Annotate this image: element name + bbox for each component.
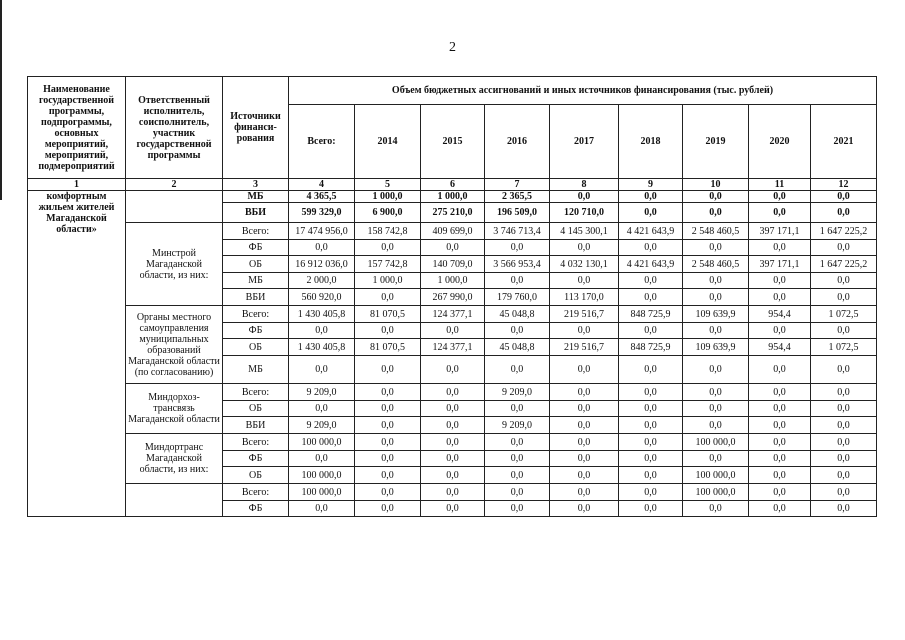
value-cell: 0,0 xyxy=(550,467,619,484)
value-cell: 0,0 xyxy=(485,467,550,484)
value-cell: 0,0 xyxy=(683,501,749,517)
table-row xyxy=(28,223,877,240)
value-cell: 4 365,5 xyxy=(289,191,355,203)
source-cell: Всего: xyxy=(223,384,289,401)
value-cell: 124 377,1 xyxy=(421,306,485,323)
value-cell: 0,0 xyxy=(683,384,749,401)
value-cell: 109 639,9 xyxy=(683,306,749,323)
source-cell: ОБ xyxy=(223,401,289,417)
value-cell: 0,0 xyxy=(550,417,619,434)
value-cell: 0,0 xyxy=(355,323,421,339)
value-cell: 0,0 xyxy=(811,484,877,501)
value-cell: 0,0 xyxy=(289,323,355,339)
value-cell: 0,0 xyxy=(485,273,550,289)
value-cell: 1 647 225,2 xyxy=(811,256,877,273)
value-cell: 1 000,0 xyxy=(355,191,421,203)
value-cell: 81 070,5 xyxy=(355,306,421,323)
table-row xyxy=(28,484,877,501)
header-executor: Ответственный исполнитель, соисполнитель, участник государственной программы xyxy=(126,77,223,179)
col-number: 8 xyxy=(550,179,619,191)
value-cell: 0,0 xyxy=(421,240,485,256)
value-cell: 196 509,0 xyxy=(485,203,550,223)
value-cell: 0,0 xyxy=(619,401,683,417)
value-cell: 1 000,0 xyxy=(421,191,485,203)
source-cell: Всего: xyxy=(223,434,289,451)
source-cell: ФБ xyxy=(223,501,289,517)
value-cell: 0,0 xyxy=(749,401,811,417)
value-cell: 0,0 xyxy=(811,356,877,384)
value-cell: 0,0 xyxy=(289,501,355,517)
value-cell: 157 742,8 xyxy=(355,256,421,273)
value-cell: 0,0 xyxy=(683,356,749,384)
value-cell: 0,0 xyxy=(749,384,811,401)
value-cell: 100 000,0 xyxy=(683,467,749,484)
value-cell: 0,0 xyxy=(485,356,550,384)
value-cell: 1 430 405,8 xyxy=(289,306,355,323)
value-cell: 0,0 xyxy=(289,451,355,467)
value-cell: 17 474 956,0 xyxy=(289,223,355,240)
value-cell: 0,0 xyxy=(683,191,749,203)
header-year: 2016 xyxy=(485,105,550,179)
value-cell: 848 725,9 xyxy=(619,339,683,356)
value-cell: 0,0 xyxy=(355,384,421,401)
value-cell: 0,0 xyxy=(749,451,811,467)
value-cell: 0,0 xyxy=(289,401,355,417)
value-cell: 0,0 xyxy=(749,191,811,203)
value-cell: 140 709,0 xyxy=(421,256,485,273)
value-cell: 4 145 300,1 xyxy=(550,223,619,240)
value-cell: 1 000,0 xyxy=(355,273,421,289)
value-cell: 219 516,7 xyxy=(550,306,619,323)
value-cell: 0,0 xyxy=(619,323,683,339)
value-cell: 120 710,0 xyxy=(550,203,619,223)
source-cell: ОБ xyxy=(223,339,289,356)
executor-cell: Миндортранс Магаданской области, из них: xyxy=(126,434,223,484)
executor-cell xyxy=(126,484,223,517)
value-cell: 81 070,5 xyxy=(355,339,421,356)
col-number: 1 xyxy=(28,179,126,191)
value-cell: 0,0 xyxy=(355,289,421,306)
value-cell: 0,0 xyxy=(749,203,811,223)
value-cell: 0,0 xyxy=(421,401,485,417)
value-cell: 0,0 xyxy=(550,434,619,451)
value-cell: 409 699,0 xyxy=(421,223,485,240)
value-cell: 0,0 xyxy=(811,451,877,467)
value-cell: 0,0 xyxy=(550,384,619,401)
value-cell: 219 516,7 xyxy=(550,339,619,356)
value-cell: 1 430 405,8 xyxy=(289,339,355,356)
value-cell: 6 900,0 xyxy=(355,203,421,223)
value-cell: 0,0 xyxy=(749,467,811,484)
value-cell: 3 746 713,4 xyxy=(485,223,550,240)
value-cell: 0,0 xyxy=(485,323,550,339)
header-year: 2014 xyxy=(355,105,421,179)
value-cell: 2 000,0 xyxy=(289,273,355,289)
value-cell: 0,0 xyxy=(811,240,877,256)
value-cell: 0,0 xyxy=(749,501,811,517)
value-cell: 0,0 xyxy=(619,203,683,223)
value-cell: 0,0 xyxy=(683,401,749,417)
value-cell: 0,0 xyxy=(355,451,421,467)
value-cell: 0,0 xyxy=(355,501,421,517)
value-cell: 0,0 xyxy=(749,289,811,306)
value-cell: 100 000,0 xyxy=(289,484,355,501)
value-cell: 0,0 xyxy=(550,356,619,384)
source-cell: ОБ xyxy=(223,467,289,484)
value-cell: 1 072,5 xyxy=(811,339,877,356)
col-number: 11 xyxy=(749,179,811,191)
source-cell: МБ xyxy=(223,191,289,203)
value-cell: 9 209,0 xyxy=(289,384,355,401)
table-row xyxy=(28,434,877,451)
value-cell: 109 639,9 xyxy=(683,339,749,356)
value-cell: 397 171,1 xyxy=(749,256,811,273)
value-cell: 0,0 xyxy=(289,240,355,256)
value-cell: 0,0 xyxy=(550,451,619,467)
value-cell: 9 209,0 xyxy=(485,384,550,401)
value-cell: 0,0 xyxy=(421,323,485,339)
value-cell: 0,0 xyxy=(619,434,683,451)
value-cell: 0,0 xyxy=(683,273,749,289)
value-cell: 954,4 xyxy=(749,306,811,323)
header-total: Всего: xyxy=(289,105,355,179)
value-cell: 0,0 xyxy=(683,323,749,339)
value-cell: 0,0 xyxy=(289,356,355,384)
header-year: 2020 xyxy=(749,105,811,179)
value-cell: 0,0 xyxy=(619,484,683,501)
value-cell: 100 000,0 xyxy=(683,434,749,451)
value-cell: 0,0 xyxy=(683,289,749,306)
value-cell: 0,0 xyxy=(485,451,550,467)
col-number: 10 xyxy=(683,179,749,191)
header-name: Наименование государственной программы, подпрограммы, основных мероприятий, мероприятий, подмероприятий xyxy=(28,77,126,179)
value-cell: 0,0 xyxy=(485,401,550,417)
executor-cell: Миндорхоз-трансвязь Магаданской области xyxy=(126,384,223,434)
value-cell: 0,0 xyxy=(749,273,811,289)
value-cell: 0,0 xyxy=(619,191,683,203)
header-year: 2018 xyxy=(619,105,683,179)
source-cell: ОБ xyxy=(223,256,289,273)
value-cell: 0,0 xyxy=(749,356,811,384)
source-cell: ВБИ xyxy=(223,417,289,434)
header-source: Источники финанси-рования xyxy=(223,77,289,179)
value-cell: 0,0 xyxy=(355,484,421,501)
value-cell: 2 365,5 xyxy=(485,191,550,203)
col-number: 5 xyxy=(355,179,421,191)
table-row xyxy=(28,306,877,323)
value-cell: 45 048,8 xyxy=(485,306,550,323)
value-cell: 0,0 xyxy=(619,273,683,289)
value-cell: 2 548 460,5 xyxy=(683,223,749,240)
value-cell: 0,0 xyxy=(619,356,683,384)
value-cell: 4 032 130,1 xyxy=(550,256,619,273)
value-cell: 4 421 643,9 xyxy=(619,256,683,273)
value-cell: 0,0 xyxy=(683,203,749,223)
value-cell: 0,0 xyxy=(421,467,485,484)
value-cell: 0,0 xyxy=(485,484,550,501)
value-cell: 0,0 xyxy=(550,501,619,517)
value-cell: 16 912 036,0 xyxy=(289,256,355,273)
source-cell: МБ xyxy=(223,356,289,384)
header-year: 2015 xyxy=(421,105,485,179)
value-cell: 0,0 xyxy=(421,356,485,384)
value-cell: 179 760,0 xyxy=(485,289,550,306)
value-cell: 0,0 xyxy=(355,417,421,434)
program-name-cell: комфортным жильем жителей Магаданской области» xyxy=(28,191,126,517)
col-number: 9 xyxy=(619,179,683,191)
source-cell: Всего: xyxy=(223,484,289,501)
value-cell: 113 170,0 xyxy=(550,289,619,306)
value-cell: 0,0 xyxy=(550,484,619,501)
value-cell: 0,0 xyxy=(421,434,485,451)
value-cell: 9 209,0 xyxy=(289,417,355,434)
value-cell: 0,0 xyxy=(421,501,485,517)
value-cell: 0,0 xyxy=(749,484,811,501)
value-cell: 0,0 xyxy=(683,451,749,467)
value-cell: 0,0 xyxy=(749,434,811,451)
value-cell: 0,0 xyxy=(683,240,749,256)
value-cell: 0,0 xyxy=(485,434,550,451)
value-cell: 0,0 xyxy=(355,356,421,384)
value-cell: 158 742,8 xyxy=(355,223,421,240)
value-cell: 0,0 xyxy=(683,417,749,434)
source-cell: ФБ xyxy=(223,240,289,256)
value-cell: 0,0 xyxy=(811,501,877,517)
value-cell: 0,0 xyxy=(811,191,877,203)
value-cell: 0,0 xyxy=(485,240,550,256)
table-row xyxy=(28,191,877,203)
value-cell: 0,0 xyxy=(619,501,683,517)
value-cell: 267 990,0 xyxy=(421,289,485,306)
value-cell: 100 000,0 xyxy=(683,484,749,501)
value-cell: 0,0 xyxy=(619,467,683,484)
value-cell: 275 210,0 xyxy=(421,203,485,223)
source-cell: Всего: xyxy=(223,223,289,240)
header-volume: Объем бюджетных ассигнований и иных источников финансирования (тыс. рублей) xyxy=(289,77,877,105)
executor-cell: Минстрой Магаданской области, из них: xyxy=(126,223,223,306)
value-cell: 0,0 xyxy=(811,323,877,339)
source-cell: ФБ xyxy=(223,451,289,467)
value-cell: 0,0 xyxy=(811,467,877,484)
value-cell: 0,0 xyxy=(811,289,877,306)
scan-edge-mark xyxy=(0,0,2,200)
value-cell: 9 209,0 xyxy=(485,417,550,434)
value-cell: 0,0 xyxy=(811,434,877,451)
value-cell: 0,0 xyxy=(421,384,485,401)
executor-cell xyxy=(126,191,223,223)
value-cell: 0,0 xyxy=(355,434,421,451)
page-number: 2 xyxy=(449,40,456,55)
value-cell: 0,0 xyxy=(550,323,619,339)
value-cell: 0,0 xyxy=(811,401,877,417)
value-cell: 100 000,0 xyxy=(289,467,355,484)
value-cell: 397 171,1 xyxy=(749,223,811,240)
value-cell: 3 566 953,4 xyxy=(485,256,550,273)
value-cell: 0,0 xyxy=(355,240,421,256)
value-cell: 0,0 xyxy=(811,417,877,434)
value-cell: 0,0 xyxy=(811,384,877,401)
col-number: 2 xyxy=(126,179,223,191)
value-cell: 599 329,0 xyxy=(289,203,355,223)
value-cell: 45 048,8 xyxy=(485,339,550,356)
value-cell: 848 725,9 xyxy=(619,306,683,323)
value-cell: 0,0 xyxy=(811,273,877,289)
source-cell: Всего: xyxy=(223,306,289,323)
value-cell: 0,0 xyxy=(355,467,421,484)
value-cell: 0,0 xyxy=(421,451,485,467)
source-cell: ВБИ xyxy=(223,289,289,306)
value-cell: 0,0 xyxy=(619,384,683,401)
value-cell: 0,0 xyxy=(619,240,683,256)
header-year: 2021 xyxy=(811,105,877,179)
value-cell: 0,0 xyxy=(749,323,811,339)
source-cell: ФБ xyxy=(223,323,289,339)
value-cell: 0,0 xyxy=(550,273,619,289)
table-body xyxy=(28,191,877,517)
value-cell: 1 647 225,2 xyxy=(811,223,877,240)
value-cell: 0,0 xyxy=(619,417,683,434)
col-number: 4 xyxy=(289,179,355,191)
budget-table xyxy=(27,76,877,517)
value-cell: 0,0 xyxy=(749,417,811,434)
value-cell: 1 000,0 xyxy=(421,273,485,289)
value-cell: 0,0 xyxy=(550,191,619,203)
value-cell: 0,0 xyxy=(619,451,683,467)
value-cell: 100 000,0 xyxy=(289,434,355,451)
executor-cell: Органы местного самоуправления муниципальных образований Магаданской области (по согласованию) xyxy=(126,306,223,384)
value-cell: 0,0 xyxy=(619,289,683,306)
value-cell: 0,0 xyxy=(421,484,485,501)
value-cell: 0,0 xyxy=(550,401,619,417)
value-cell: 0,0 xyxy=(421,417,485,434)
value-cell: 0,0 xyxy=(355,401,421,417)
value-cell: 124 377,1 xyxy=(421,339,485,356)
value-cell: 0,0 xyxy=(749,240,811,256)
source-cell: ВБИ xyxy=(223,203,289,223)
header-year: 2017 xyxy=(550,105,619,179)
col-number: 6 xyxy=(421,179,485,191)
header-year: 2019 xyxy=(683,105,749,179)
table-row xyxy=(28,384,877,401)
col-number: 12 xyxy=(811,179,877,191)
value-cell: 954,4 xyxy=(749,339,811,356)
value-cell: 1 072,5 xyxy=(811,306,877,323)
source-cell: МБ xyxy=(223,273,289,289)
value-cell: 0,0 xyxy=(811,203,877,223)
value-cell: 560 920,0 xyxy=(289,289,355,306)
col-number: 3 xyxy=(223,179,289,191)
value-cell: 0,0 xyxy=(550,240,619,256)
value-cell: 0,0 xyxy=(485,501,550,517)
value-cell: 4 421 643,9 xyxy=(619,223,683,240)
value-cell: 2 548 460,5 xyxy=(683,256,749,273)
col-number: 7 xyxy=(485,179,550,191)
